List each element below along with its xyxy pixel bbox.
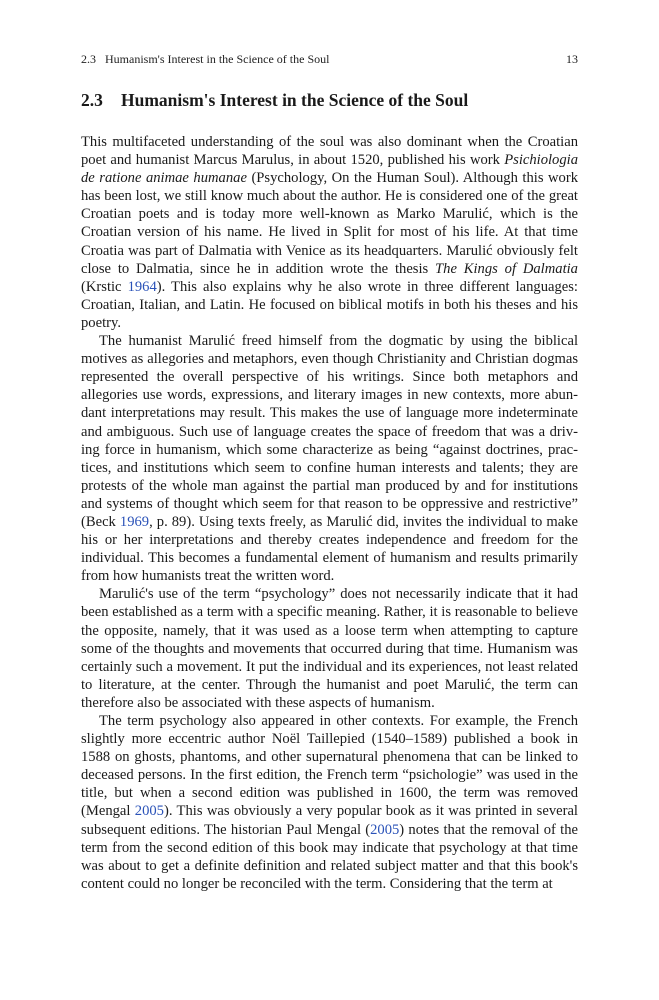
paragraph-4 bbox=[81, 712, 578, 893]
section-title-text: Humanism's Interest in the Science of the Soul bbox=[121, 90, 469, 110]
citation-link[interactable]: 1969 bbox=[119, 513, 150, 530]
work-title: The Kings of Dalmatia bbox=[435, 260, 578, 277]
text-run: ) notes that the removal of the term from the second edition of this book may indicate that psychology at that time was about to get a definite definition and related subject matter and that this book's content could no longer be reconciled with the term. Considering that the term at bbox=[81, 821, 578, 892]
text-run: ). This was obviously a very popular book as it was printed in several subsequent editions. The historian Paul Mengal ( bbox=[81, 803, 578, 838]
running-head bbox=[81, 51, 578, 67]
section-title bbox=[81, 88, 578, 112]
work-title: Psichiologia de ratione animae humanae bbox=[81, 152, 578, 187]
text-run: This multifaceted understanding of the soul was also dominant when the Croatian poet and humanist Marcus Marulus, in about 1520, published his work bbox=[81, 134, 578, 169]
section-number: 2.3 bbox=[81, 90, 103, 110]
citation-link[interactable]: 2005 bbox=[370, 821, 400, 838]
citation-link[interactable]: 1964 bbox=[127, 278, 157, 295]
running-head-title: 2.3 Humanism's Interest in the Science of the Soul bbox=[81, 52, 330, 66]
text-run: ). This also explains why he also wrote in three different languages: Croatian, Italian, and Latin. He focused on biblical motifs in both his theses and his poetry. bbox=[81, 278, 578, 331]
citation-link[interactable]: 2005 bbox=[134, 803, 164, 820]
text-run: , p. 89). Using texts freely, as Marulić did, invites the individual to make his or her interpretations and thereby creates independence and freedom for the individual. This becomes a fundamental element of humanism and results primarily from how humanists treat the written word. bbox=[81, 513, 578, 585]
paragraph-3: Marulić's use of the term “psychology” does not necessarily indicate that it had been established as a term with a specific meaning. Rather, it is reasonable to believe the opposite, namely, that it was used as a loose term when attempting to capture some of the thoughts and movements that occurred during that time. Humanism was certainly such a movement. It put the individual and its experiences, not least related to literature, at the center. Through the humanist and poet Marulić, the term can therefore also be associated with these aspects of humanism. bbox=[81, 586, 578, 711]
body-text bbox=[81, 133, 578, 893]
text-run: The humanist Marulić freed himself from the dogmatic by using the biblical motives as allegories and metaphors, even though Christianity and Christian dogmas represented the overall perspective of his writings. Since both metaphors and allegories use words, expressions, and literary images in new contexts, more abundant interpretations may result. This makes the use of language more indeterminate and ambiguous. Such use of language creates the space of freedom that was a driving force in humanism, which some characterize as being “against doctrines, practices, and institutions which seem to confine human interests and talents; they are protests of the whole man against the partial man produced by and for institutions and systems of thought which seem for that reason to be oppressive and restrictive” (Beck bbox=[81, 333, 578, 530]
page-number: 13 bbox=[566, 52, 578, 66]
paragraph-1 bbox=[81, 133, 578, 332]
paragraph-2 bbox=[81, 332, 578, 585]
text-run: (Krstic bbox=[81, 278, 128, 295]
text-run: The term psychology also appeared in other contexts. For example, the French slightly more eccentric author Noël Taillepied (1540–1589) published a book in 1588 on ghosts, phantoms, and other supernatural phenomena that can be linked to deceased persons. In the first edition, the French term “psichologie” was used in the title, but when a second edition was published in 1600, the term was removed (Mengal bbox=[81, 713, 578, 820]
text-run: (Psychology, On the Human Soul). Although this work has been lost, we still know much about the author. He is considered one of the great Croatian poets and is today more well-known as Marko Marulić, which is the Croatian version of his name. He lived in Split for most of his life. At that time Croatia was part of Dalmatia with Venice as its headquarters. Marulić obviously felt close to Dalmatia, since he in addition wrote the thesis bbox=[81, 170, 578, 277]
